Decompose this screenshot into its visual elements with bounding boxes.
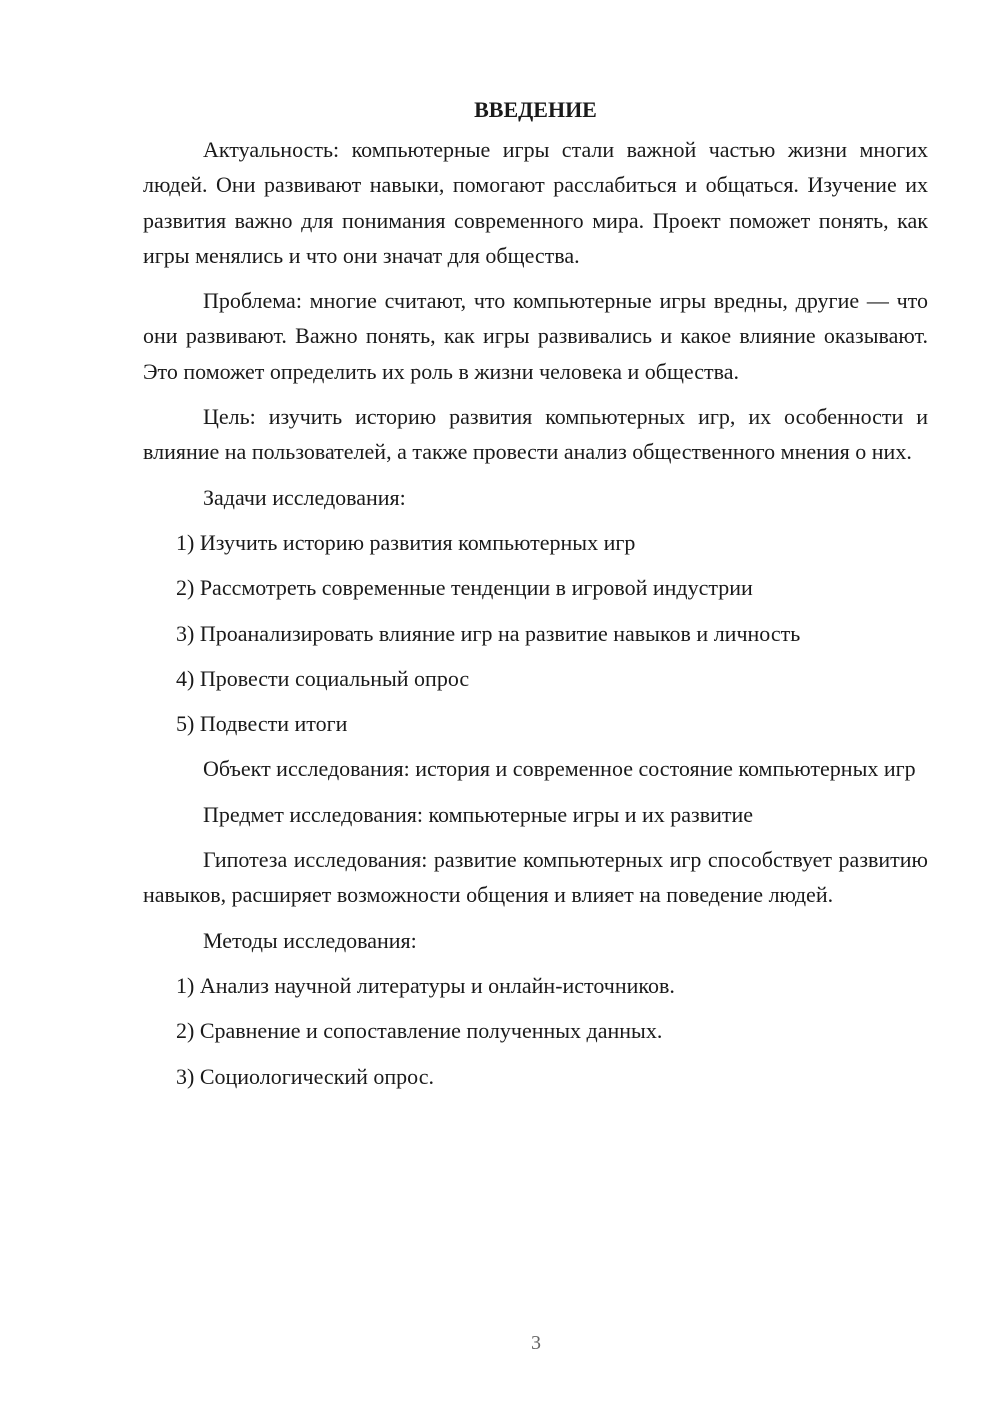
methods-list	[143, 968, 928, 1094]
tasks-list	[143, 525, 928, 741]
list-item: 3) Проанализировать влияние игр на развитие навыков и личность	[176, 620, 801, 646]
relevance-paragraph: Актуальность: компьютерные игры стали важной частью жизни многих людей. Они развивают навыки, помогают расслабиться и общаться. Изучение их развития важно для понимания современного мира. Проект поможет понять, как игры менялись и что они значат для общества.	[143, 137, 928, 268]
list-item: 3) Социологический опрос.	[176, 1063, 434, 1089]
hypothesis-paragraph: Гипотеза исследования: развитие компьютерных игр способствует развитию навыков, расширяет возможности общения и влияет на поведение людей.	[143, 847, 928, 908]
object-paragraph: Объект исследования: история и современное состояние компьютерных игр	[203, 756, 916, 782]
subject-paragraph: Предмет исследования: компьютерные игры и их развитие	[203, 801, 754, 827]
list-item: 2) Сравнение и сопоставление полученных данных.	[176, 1018, 663, 1044]
list-item: 2) Рассмотреть современные тенденции в игровой индустрии	[176, 575, 753, 601]
list-item: 1) Изучить историю развития компьютерных игр	[176, 529, 636, 555]
page-number: 3	[531, 1332, 541, 1354]
list-item: 4) Провести социальный опрос	[176, 665, 470, 691]
page-title: ВВЕДЕНИЕ	[474, 97, 597, 122]
methods-heading: Методы исследования:	[203, 927, 417, 953]
tasks-heading: Задачи исследования:	[203, 484, 406, 510]
document-page	[143, 92, 928, 1104]
list-item: 5) Подвести итоги	[176, 711, 348, 737]
goal-paragraph: Цель: изучить историю развития компьютерных игр, их особенности и влияние на пользователей, а также провести анализ общественного мнения о них.	[143, 404, 928, 465]
problem-paragraph: Проблема: многие считают, что компьютерные игры вредны, другие — что они развивают. Важно понять, как игры развивались и какое влияние оказывают. Это поможет определить их роль в жизни человека и общества.	[143, 288, 928, 384]
list-item: 1) Анализ научной литературы и онлайн-источников.	[176, 972, 675, 998]
